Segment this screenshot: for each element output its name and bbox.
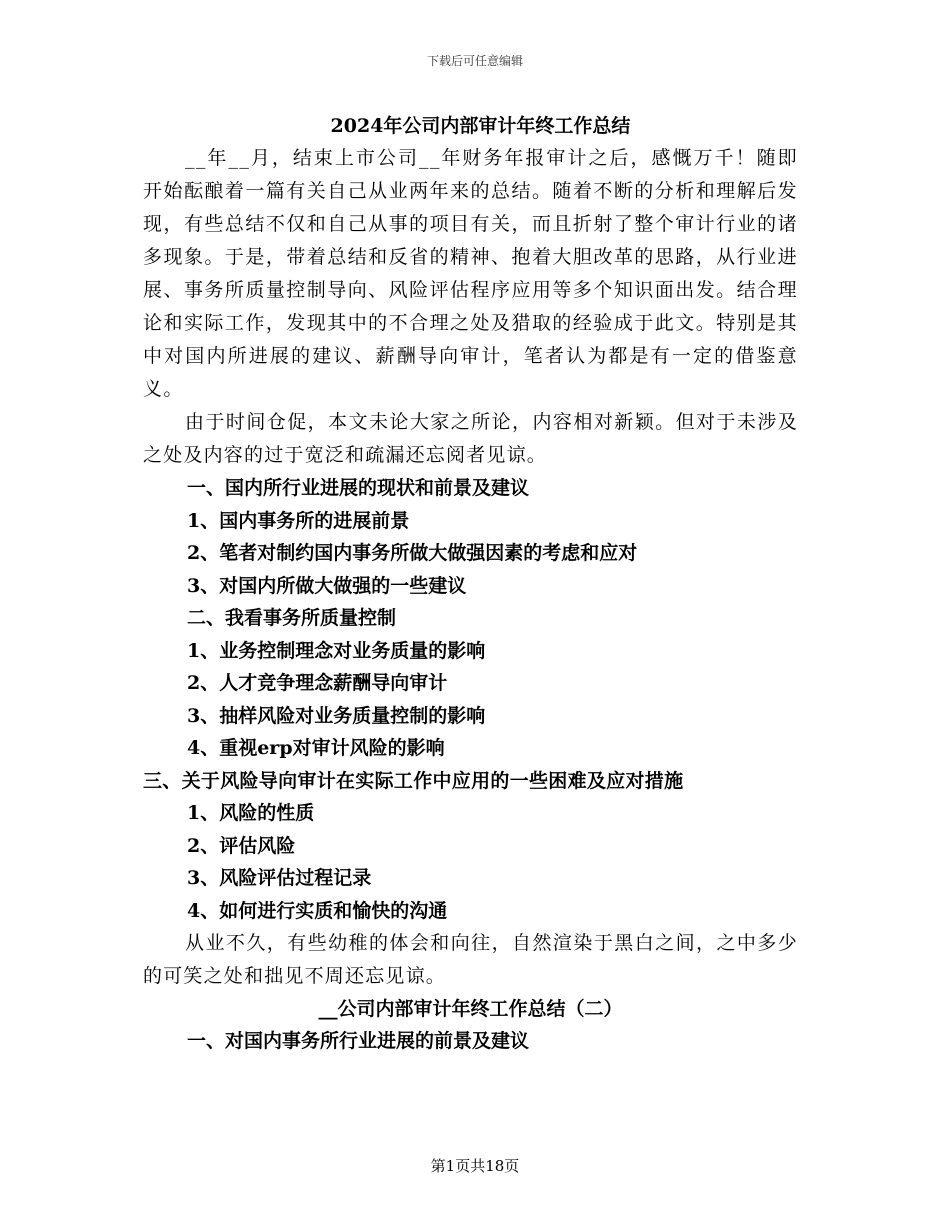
outline-item-3-4: 4、如何进行实质和愉快的沟通 — [187, 899, 448, 922]
outline-item-3-2: 2、评估风险 — [187, 834, 296, 857]
outline-heading-2: 二、我看事务所质量控制 — [187, 607, 397, 629]
outline-item-1-2: 2、笔者对制约国内事务所做大做强因素的考虑和应对 — [187, 542, 638, 564]
intro-paragraph: __年__月，结束上市公司__年财务年报审计之后，感慨万千！随即开始酝酿着一篇有关自己从业两年来的总结。随着不断的分析和理解后发现，有些总结不仅和自己从事的项目有关，而且折射了整个审计行业的诸多现象。于是，带着总结和反省的精神、抱着大胆改革的思路，从行业进展、事务所质量控制导向、风险评估程序应用等多个知识面出发。结合理论和实际工作，发现其中的不合理之处及猎取的经验成于此文。特别是其中对国内所进展的建议、薪酬导向审计，笔者认为都是有一定的借鉴意义。 — [143, 147, 798, 400]
outline-item-2-4: 4、重视erp对审计风险的影响 — [187, 737, 445, 759]
page-number: 第1页共18页 — [430, 1157, 520, 1175]
outline-heading-3: 三、关于风险导向审计在实际工作中应用的一些困难及应对措施 — [143, 769, 684, 792]
second-paragraph: 由于时间仓促，本文未论大家之所论，内容相对新颖。但对于未涉及之处及内容的过于宽泛和疏漏还忘阅者见谅。 — [143, 411, 798, 466]
outline-item-2-2: 2、人才竞争理念薪酬导向审计 — [187, 672, 448, 694]
outline-item-2-3: 3、抽样风险对业务质量控制的影响 — [187, 704, 486, 727]
section-subtitle: __公司内部审计年终工作总结（二） — [318, 998, 623, 1020]
outline-item-1-3: 3、对国内所做大做强的一些建议 — [187, 574, 467, 597]
outline-heading-1: 一、国内所行业进展的现状和前景及建议 — [187, 477, 530, 499]
document-body — [143, 110, 798, 1058]
outline-item-1-1: 1、国内事务所的进展前景 — [187, 509, 410, 532]
header-note: 下载后可任意编辑 — [426, 54, 523, 68]
document-title: 2024年公司内部审计年终工作总结 — [330, 115, 631, 137]
section-heading: 一、对国内事务所行业进展的前景及建议 — [187, 1030, 530, 1052]
outline-item-3-3: 3、风险评估过程记录 — [187, 867, 372, 889]
closing-paragraph: 从业不久，有些幼稚的体会和向往，自然渲染于黑白之间，之中多少的可笑之处和拙见不周还忘见谅。 — [143, 932, 798, 987]
outline-item-2-1: 1、业务控制理念对业务质量的影响 — [187, 639, 486, 662]
outline-item-3-1: 1、风险的性质 — [187, 802, 315, 824]
